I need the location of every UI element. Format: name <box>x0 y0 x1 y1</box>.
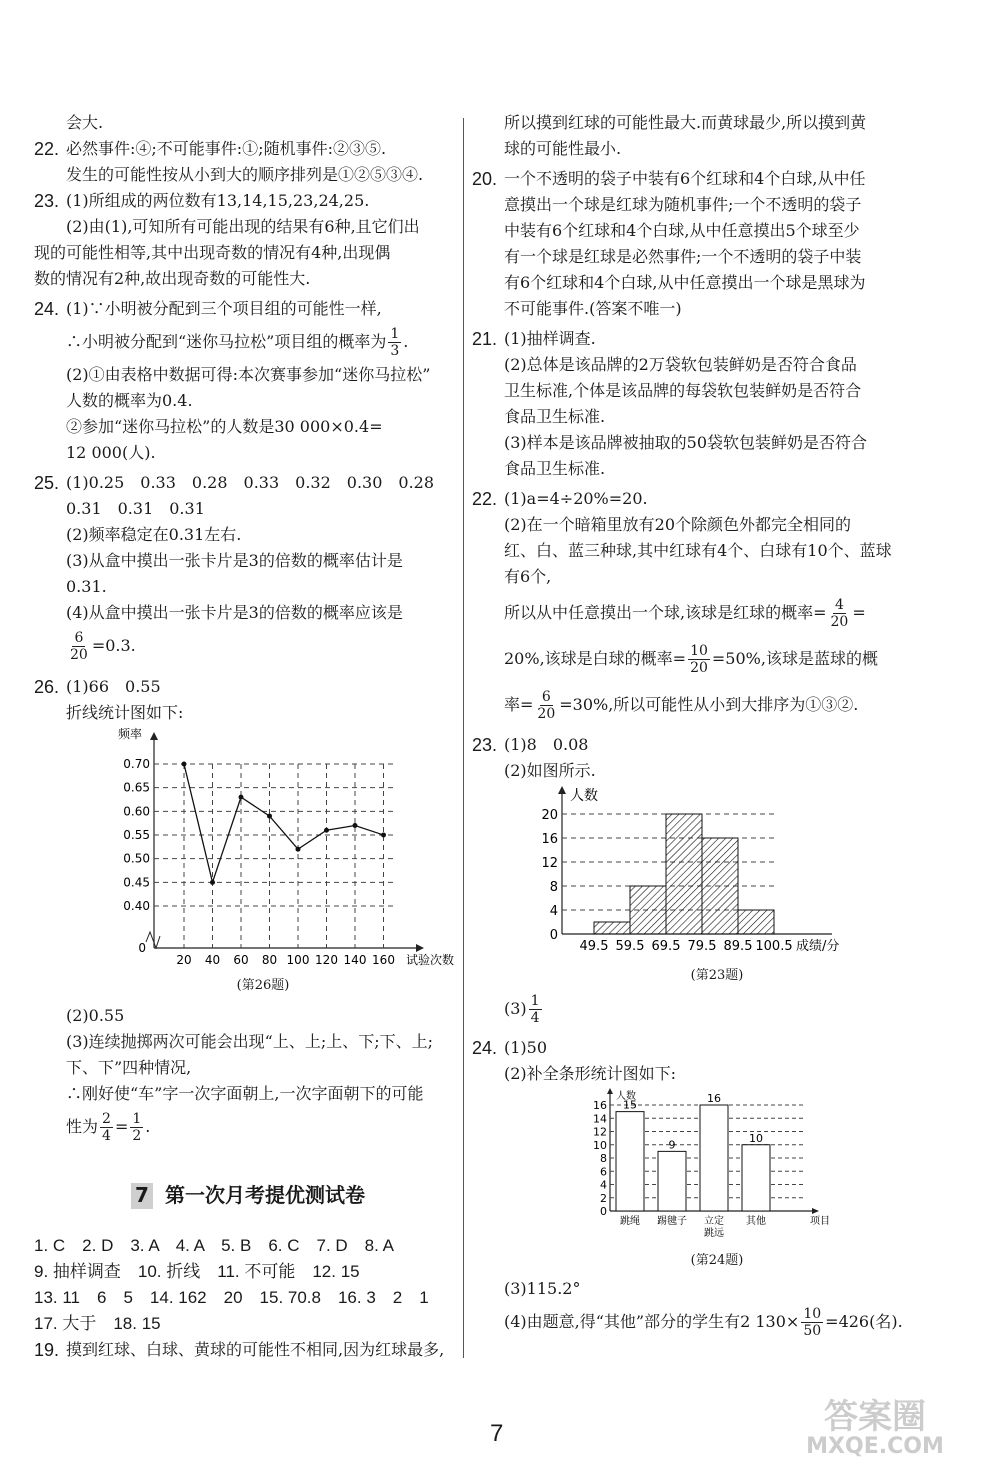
chart-caption: (第23题) <box>690 968 744 983</box>
fraction <box>388 326 401 359</box>
x-axis-arrow <box>812 1208 819 1214</box>
bar <box>658 1151 686 1211</box>
answer-line <box>34 1107 462 1147</box>
fraction <box>829 597 851 630</box>
y-tick-label: 0.40 <box>123 899 150 913</box>
y-axis-arrow <box>150 732 158 740</box>
answer-text: 不可能事件.(答案不唯一) <box>504 299 682 318</box>
answer-text: 现的可能性相等,其中出现奇数的情况有4种,出现偶 <box>34 243 391 262</box>
answer-text: (3)样本是该品牌被抽取的50袋软包装鲜奶是否符合 <box>504 433 868 452</box>
answer-row: 1. C 2. D 3. A 4. A 5. B 6. C 7. D 8. A <box>34 1236 394 1255</box>
answer-row: 13. 11 6 5 14. 162 20 15. 70.8 16. 3 2 1 <box>34 1288 429 1307</box>
answer-text: 必然事件:④;不可能事件:①;随机事件:②③⑤. <box>66 139 387 158</box>
x-tick-label: 60 <box>233 953 249 967</box>
fraction <box>535 689 557 722</box>
y-axis-label: 人数 <box>570 788 598 804</box>
data-point <box>296 847 301 852</box>
numerator: 10 <box>690 643 708 659</box>
answer-text: =0.3. <box>91 636 136 655</box>
answer-text: 0.31. <box>66 577 107 596</box>
histogram-q23 <box>532 784 892 964</box>
answer-text: 12 000(人). <box>66 443 156 462</box>
answer-text: = <box>852 603 866 622</box>
answer-text: 所以摸到红球的可能性最大.而黄球最少,所以摸到黄 <box>504 113 867 132</box>
data-point <box>210 880 215 885</box>
y-tick-label: 14 <box>593 1112 607 1126</box>
fraction <box>688 643 710 676</box>
data-point <box>324 828 329 833</box>
question-number: 24. <box>472 1038 498 1058</box>
y-tick-label: 12 <box>593 1125 607 1139</box>
left-column <box>34 110 462 1363</box>
answer-text: (2)0.55 <box>66 1006 125 1025</box>
denominator: 50 <box>803 1323 822 1339</box>
answer-text: (2)补全条形统计图如下: <box>504 1064 677 1083</box>
numerator: 6 <box>74 630 84 646</box>
line-chart-q26 <box>96 726 455 976</box>
denominator: 3 <box>390 343 400 359</box>
y-tick-label: 4 <box>600 1178 607 1192</box>
answer-text: (3) <box>504 999 527 1018</box>
y-tick-label: 12 <box>541 856 558 871</box>
numerator: 4 <box>834 597 844 613</box>
axis-break <box>146 932 160 948</box>
data-point <box>267 814 272 819</box>
x-axis-arrow <box>416 944 424 952</box>
fraction <box>130 1111 143 1144</box>
answer-text: 卫生标准,个体是该品牌的每袋软包装鲜奶是否符合 <box>504 381 862 400</box>
data-point <box>182 762 187 767</box>
numerator: 6 <box>541 689 551 705</box>
fraction <box>529 993 542 1026</box>
x-axis-label: 成绩/分 <box>796 939 840 954</box>
answer-text: (1)50 <box>504 1038 548 1057</box>
bar <box>616 1112 644 1211</box>
denominator: 20 <box>537 706 556 722</box>
denominator: 4 <box>530 1010 540 1026</box>
bar-value-label: 9 <box>668 1138 676 1152</box>
answer-text: 折线统计图如下: <box>66 703 184 722</box>
answer-text: 0.31 0.31 0.31 <box>66 499 205 518</box>
answer-line <box>472 636 972 682</box>
y-tick-label: 0.70 <box>123 757 150 771</box>
question-23 <box>34 188 462 214</box>
answer-text: (1)66 0.55 <box>66 677 161 696</box>
answer-text: (2)在一个暗箱里放有20个除颜色外都完全相同的 <box>504 515 852 534</box>
answer-text: 球的可能性最小. <box>504 139 622 158</box>
x-tick-label: 120 <box>315 953 338 967</box>
x-tick-label: 40 <box>204 953 221 967</box>
question-number: 22. <box>472 489 498 509</box>
y-tick-label: 16 <box>593 1099 607 1112</box>
series-line <box>184 764 384 882</box>
answer-text: 食品卫生标准. <box>504 407 606 426</box>
chart-caption: (第24题) <box>690 1253 744 1268</box>
answer-line <box>34 322 462 362</box>
answer-text: (3)115.2° <box>504 1279 581 1298</box>
watermark-text: 答案圈 <box>824 1397 926 1437</box>
y-axis-arrow <box>558 786 566 794</box>
answer-text: (1)抽样调查. <box>504 329 596 348</box>
answer-text: (1)a=4÷20%=20. <box>504 489 648 508</box>
x-category-label: 立定 <box>704 1216 724 1227</box>
y-tick-label: 6 <box>600 1165 607 1179</box>
watermark-url: MXQE.COM <box>806 1434 944 1459</box>
answer-row: 9. 抽样调查 10. 折线 11. 不可能 12. 15 <box>34 1262 360 1281</box>
question-number: 23. <box>34 191 60 211</box>
y-axis-arrow <box>607 1088 613 1094</box>
x-category-label: 其他 <box>746 1216 766 1227</box>
answer-text: =50%,该球是蓝球的概 <box>711 649 878 668</box>
bar <box>742 1145 770 1211</box>
y-tick-label: 0.45 <box>123 875 150 890</box>
question-19 <box>34 1337 462 1363</box>
answer-text: . <box>145 1117 151 1136</box>
x-category-label: 跳绳 <box>620 1216 640 1227</box>
y-tick-label: 0 <box>549 928 558 943</box>
question-number: 19. <box>34 1340 60 1360</box>
page-number: 7 <box>490 1420 504 1447</box>
question-26 <box>34 674 462 700</box>
x-tick-label: 69.5 <box>651 939 681 954</box>
y-tick-label: 16 <box>541 832 558 847</box>
fraction <box>100 1111 113 1144</box>
answer-text: ∴小明被分配到“迷你马拉松”项目组的概率为 <box>66 332 387 351</box>
histogram-bar <box>594 922 630 934</box>
answer-text: 所以从中任意摸出一个球,该球是红球的概率= <box>504 603 827 622</box>
question-24 <box>34 296 462 322</box>
question-number: 24. <box>34 299 60 319</box>
answer-text: (2)总体是该品牌的2万袋软包装鲜奶是否符合食品 <box>504 355 857 374</box>
answer-text: 性为 <box>66 1117 99 1136</box>
histogram-bar <box>666 814 702 934</box>
histogram-bar <box>702 838 738 934</box>
y-tick-label: 0 <box>138 941 146 955</box>
answer-text: (2)频率稳定在0.31左右. <box>66 525 242 544</box>
watermark-logo <box>780 1397 970 1460</box>
answer-text: (2)①由表格中数据可得:本次赛事参加“迷你马拉松” <box>66 365 431 384</box>
y-axis-label: 频率 <box>117 727 142 741</box>
answer-text: 有6个, <box>504 567 552 586</box>
x-tick-label: 20 <box>176 953 192 967</box>
answer-text: (3)从盒中摸出一张卡片是3的倍数的概率估计是 <box>66 551 403 570</box>
x-tick-label: 79.5 <box>687 939 717 954</box>
answer-text: (1)0.25 0.33 0.28 0.33 0.32 0.30 0.28 <box>66 473 435 492</box>
data-point <box>353 823 358 828</box>
answer-text: 中装有6个红球和4个白球,从中任意摸出5个球至少 <box>504 221 860 240</box>
y-tick-label: 0.55 <box>123 828 150 842</box>
answer-text: = <box>114 1117 129 1136</box>
question-number: 22. <box>34 139 60 159</box>
x-category-label: 踢毽子 <box>657 1216 687 1227</box>
answer-text: 摸到红球、白球、黄球的可能性不相同,因为红球最多, <box>66 1340 445 1359</box>
y-tick-label: 8 <box>600 1152 607 1165</box>
numerator: 10 <box>803 1306 822 1322</box>
numerator: 1 <box>132 1111 142 1127</box>
question-22 <box>34 136 462 162</box>
x-category-label: 跳远 <box>704 1228 724 1239</box>
numerator: 1 <box>390 326 400 342</box>
denominator: 20 <box>70 647 88 663</box>
answer-text: 红、白、蓝三种球,其中红球有4个、白球有10个、蓝球 <box>504 541 892 560</box>
x-tick-label: 89.5 <box>723 939 753 954</box>
x-tick-label: 59.5 <box>615 939 645 954</box>
x-tick-label: 49.5 <box>579 939 609 954</box>
text-line: 会大. <box>66 113 104 132</box>
question-20 <box>472 166 972 192</box>
answer-line <box>472 989 972 1029</box>
y-tick-label: 0.50 <box>123 851 150 866</box>
histogram-bar <box>630 886 666 934</box>
denominator: 2 <box>132 1128 142 1144</box>
question-22-right <box>472 486 972 512</box>
answer-text: (3)连续抛掷两次可能会出现“上、上;上、下;下、上; <box>66 1032 434 1051</box>
y-tick-label: 10 <box>593 1138 607 1152</box>
y-tick-label: 20 <box>541 808 558 823</box>
answer-text: (2)如图所示. <box>504 761 596 780</box>
x-tick-label: 100.5 <box>755 939 793 954</box>
x-tick-label: 140 <box>343 953 367 967</box>
answer-text: 率= <box>504 695 534 714</box>
bar-chart-q24 <box>582 1087 882 1247</box>
answer-text: (4)由题意,得“其他”部分的学生有2 130× <box>504 1312 800 1331</box>
x-axis-label: 项目 <box>810 1216 830 1227</box>
answer-text: (1)∵小明被分配到三个项目组的可能性一样, <box>66 299 382 318</box>
answer-text: 一个不透明的袋子中装有6个红球和4个白球,从中任 <box>504 169 866 188</box>
histogram-bar <box>738 910 774 934</box>
question-number: 25. <box>34 473 60 493</box>
bar-value-label: 10 <box>749 1131 763 1145</box>
answer-text: 20%,该球是白球的概率= <box>504 649 687 668</box>
answer-text: 意摸出一个球是红球为随机事件;一个不透明的袋子 <box>504 195 862 214</box>
question-number: 26. <box>34 677 60 697</box>
data-point <box>239 795 244 800</box>
answer-text: (4)从盒中摸出一张卡片是3的倍数的概率应该是 <box>66 603 403 622</box>
answer-line <box>472 590 972 636</box>
y-tick-label: 0.65 <box>123 780 150 795</box>
bar-value-label: 15 <box>623 1098 637 1112</box>
answer-text: 数的情况有2种,故出现奇数的可能性大. <box>34 269 311 288</box>
section-title-text: 第一次月考提优测试卷 <box>165 1183 365 1207</box>
answer-text: 食品卫生标准. <box>504 459 606 478</box>
data-point <box>381 833 386 838</box>
answer-line <box>34 626 462 666</box>
x-tick-label: 80 <box>261 953 278 967</box>
y-tick-label: 8 <box>549 880 558 895</box>
answer-row: 17. 大于 18. 15 <box>34 1314 161 1333</box>
answer-text: (1)8 0.08 <box>504 735 589 754</box>
question-24-right <box>472 1035 972 1061</box>
y-tick-label: 2 <box>600 1191 607 1205</box>
answer-text: 有一个球是红球是必然事件;一个不透明的袋子中装 <box>504 247 862 266</box>
y-tick-label: 0.60 <box>123 804 150 819</box>
column-divider <box>463 118 464 1358</box>
answer-text: (2)由(1),可知所有可能出现的结果有6种,且它们出 <box>66 217 420 236</box>
y-tick-label: 4 <box>549 904 558 919</box>
chart-caption: (第26题) <box>236 978 290 993</box>
denominator: 20 <box>690 660 708 676</box>
bar-value-label: 16 <box>707 1092 721 1105</box>
question-number: 23. <box>472 735 498 755</box>
question-21 <box>472 326 972 352</box>
answer-line <box>472 682 972 728</box>
denominator: 4 <box>102 1128 111 1144</box>
fraction <box>801 1306 823 1339</box>
answer-text: (1)所组成的两位数有13,14,15,23,24,25. <box>66 191 370 210</box>
question-25 <box>34 470 462 496</box>
question-number: 21. <box>472 329 498 349</box>
answer-text: ∴刚好使“车”字一次字面朝上,一次字面朝下的可能 <box>66 1084 424 1103</box>
y-axis-label: 人数 <box>616 1091 636 1102</box>
answer-text: 下、下”四种情况, <box>66 1058 192 1077</box>
answer-text: =426(名). <box>825 1312 903 1331</box>
x-tick-label: 100 <box>286 953 310 967</box>
x-tick-label: 160 <box>372 953 395 967</box>
right-column <box>472 110 972 1342</box>
answer-text: 人数的概率为0.4. <box>66 391 193 410</box>
section-title <box>34 1179 462 1209</box>
answer-text: ②参加“迷你马拉松”的人数是30 000×0.4= <box>66 417 383 436</box>
numerator: 2 <box>102 1111 111 1127</box>
y-tick-label: 0 <box>600 1205 607 1218</box>
bar <box>700 1105 728 1211</box>
answer-text: 有6个红球和4个白球,从中任意摸出一个球是黑球为 <box>504 273 866 292</box>
question-23-right <box>472 732 972 758</box>
answer-text: . <box>403 332 409 351</box>
answer-line <box>472 1302 972 1342</box>
fraction <box>68 630 90 663</box>
denominator: 20 <box>830 614 849 630</box>
numerator: 1 <box>530 993 540 1009</box>
answer-text: =30%,所以可能性从小到大排序为①③②. <box>559 695 859 714</box>
x-axis-label: 试验次数 <box>406 953 455 967</box>
section-number: 7 <box>131 1183 153 1209</box>
question-number: 20. <box>472 169 498 189</box>
answer-text: 发生的可能性按从小到大的顺序排列是①②⑤③④. <box>66 165 424 184</box>
